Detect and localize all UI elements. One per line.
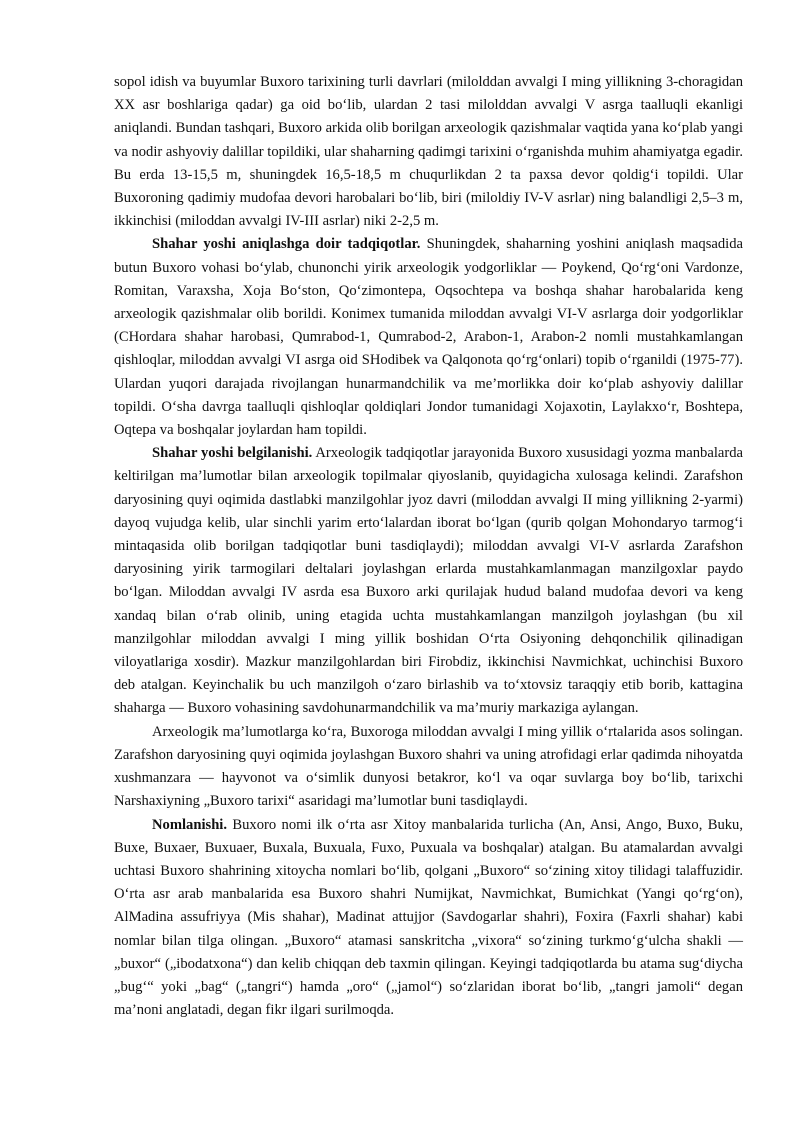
paragraph-text: Shuningdek, shaharning yoshini aniqlash maqsadida butun Buxoro vohasi bo‘ylab, chunonchi yirik arxeologik yodgorliklar — Poykend, Qo‘rg‘oni Vardonze, Romitan, Varaxsha, Xoja Bo‘ston, Qo‘zimontepa, Oqsochtepa va boshqa shahar harobalarida keng arxeologik qazishmalar olib borildi. Konimex tumanida miloddan avvalgi VI-V asrlarga doir yodgorliklar (CHordara shahar harobasi, Qumrabod-1, Qumrabod-2, Arabon-1, Arabon-2 nomli mustahkamlangan qishloqlar, miloddan avvalgi VI asrga oid SHodibek va Qalqonota qo‘rg‘onlari) topib o‘rganildi (1975-77). Ulardan yuqori darajada rivojlangan hunarmandchilik va me’morlikka doir ko‘plab ashyoviy dalillar topildi. O‘sha davrga taalluqli qishloqlar qoldiqlari Jondor tumanidagi Xojaxotin, Laylakxo‘r, Boshtepa, Oqtepa va boshqalar joylardan ham topildi. <box>114 236 743 439</box>
paragraph-text: Arxeologik ma’lumotlarga ko‘ra, Buxoroga miloddan avvalgi I ming yillik o‘rtalarida asos solingan. Zarafshon daryosining quyi oqimida joylashgan Buxoro shahri va uning atrofidagi erlar qadimda nihoyatda xushmanzara — hayvonot va o‘simlik dunyosi betakror, ko‘l va oqar suvlarga boy bo‘lib, tarixchi Narshaxiyning „Buxoro tarixi“ asaridagi ma’lumotlar buni tasdiqlaydi. <box>114 723 743 810</box>
section-heading: Shahar yoshi aniqlashga doir tadqiqotlar. <box>152 236 421 253</box>
paragraph-city-age-research <box>114 233 743 442</box>
paragraph-text: sopol idish va buyumlar Buxoro tarixining turli davrlari (milolddan avvalgi I ming yillikning 3-choragidan XX asr boshlariga qadar) ga oid bo‘lib, ulardan 2 tasi milolddan avvalgi V asrga taalluqli ekanligi aniqlandi. Bundan tashqari, Buxoro arkida olib borilgan arxeologik qazishmalar vaqtida yana ko‘plab yangi va nodir ashyoviy dalillar topildiki, ular shaharning qadimgi tarixini o‘rganishda muhim ahamiyatga egadir. Bu erda 13-15,5 m, shuningdek 16,5-18,5 m chuqurlikdan 2 ta paxsa devor qoldig‘i topildi. Ular Buxoroning qadimiy mudofaa devori harobalari bo‘lib, biri (miloldiy IV-V asrlar) ning balandligi 2,5–3 m, ikkinchisi (miloddan avvalgi IV-III asrlar) niki 2-2,5 m. <box>114 74 743 230</box>
paragraph-archaeological-data <box>114 721 743 814</box>
paragraph-text: Buxoro nomi ilk o‘rta asr Xitoy manbalarida turlicha (An, Ansi, Ango, Buxo, Buku, Buxe, Buxaer, Buxuaer, Buxala, Buxuala, Fuxo, Puxuala va boshqalar) atalgan. Bu atamalardan avvalgi uchtasi Buxoro shahrining xitoycha nomlari bo‘lib, qolgani „Buxoro“ so‘zining xitoy tilidagi talaffuzidir. O‘rta asr arab manbalarida esa Buxoro shahri Numijkat, Navmichkat, Bumichkat (Yangi qo‘rg‘on), AlMadina assufriyya (Mis shahar), Madinat attujjor (Savdogarlar shahri), Foxira (Faxrli shahar) kabi nomlar bilan tilga olingan. „Buxoro“ atamasi sanskritcha „vixora“ so‘zining turkmo‘g‘ulcha shakli — „buxor“ („ibodatxona“) dan kelib chiqqan deb taxmin qilingan. Keyingi tadqiqotlarda bu atama sug‘diycha „bug‘“ yoki „bag“ („tangri“) hamda „oro“ („jamol“) so‘zlaridan iborat bo‘lib, „tangri jamoli“ degan ma’noni anglatadi, degan fikr ilgari surilmoqda. <box>114 816 743 1019</box>
section-heading: Shahar yoshi belgilanishi. <box>152 445 313 462</box>
paragraph-city-age-determination <box>114 442 743 720</box>
paragraph-naming <box>114 814 743 1023</box>
paragraph-text: Arxeologik tadqiqotlar jarayonida Buxoro xususidagi yozma manbalarda keltirilgan ma’lumotlar bilan arxeologik topilmalar qiyoslanib, quyidagicha xulosaga kelindi. Zarafshon daryosining quyi oqimida dastlabki manzilgohlar jyoz davri (miloddan avvalgi II ming yillikning 2-yarmi) dayoq vujudga kelib, ular sinchli yarim erto‘lalardan iborat bo‘lgan (qurib qolgan Mohondaryo tarmog‘i mintaqasida olib borilgan tadqiqotlar buni tasdiqlaydi); miloddan avvalgi VI-V asrlarda Zarafshon daryosining yirik tarmogilari deltalari joylashgan erlarda mustahkamlanmagan manzilgoxlar paydo bo‘lgan. Miloddan avvalgi IV asrda esa Buxoro arki qurilajak hudud baland mudofaa devori va keng xandaq bilan o‘rab olinib, uning etagida uchta mustahkamlangan manzilgoh joylashgan (bu xil manzilgohlar miloddan avvalgi I ming yillik boshidan O‘rta Osiyoning dehqonchilik qilinadigan viloyatlariga xosdir). Mazkur manzilgohlardan biri Firobdiz, ikkinchisi Navmichkat, uchinchisi Buxoro deb atalgan. Keyinchalik bu uch manzilgoh o‘zaro birlashib va to‘xtovsiz taraqqiy etib borib, kattagina shaharga — Buxoro vohasining savdohunarmandchilik va ma’muriy markaziga aylangan. <box>114 445 743 717</box>
paragraph-intro <box>114 71 743 233</box>
section-heading: Nomlanishi. <box>152 816 228 833</box>
